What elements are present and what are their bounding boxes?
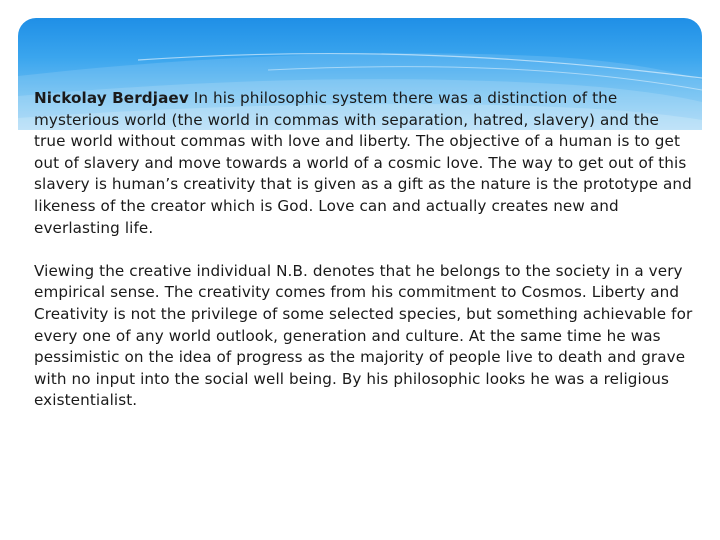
author-name: Nickolay Berdjaev xyxy=(34,89,189,107)
paragraph-spacer xyxy=(34,239,694,261)
paragraph-1-text: In his philosophic system there was a distinction of the mysterious world (the world in commas with separation, hatred, slavery) and the true world without commas with love and liberty. The objective of a human is to get out of slavery and move towards a world of a cosmic love. The way to get out of this slavery is human’s creativity that is given as a gift as the nature is the prototype and likeness of the creator which is God. Love can and actually creates new and everlasting life. xyxy=(34,89,692,237)
paragraph-1 xyxy=(34,88,694,239)
slide-body xyxy=(34,88,694,412)
paragraph-2: Viewing the creative individual N.B. denotes that he belongs to the society in a very empirical sense. The creativity comes from his commitment to Cosmos. Liberty and Creativity is not the privilege of some selected species, but something achievable for every one of any world outlook, generation and culture. At the same time he was pessimistic on the idea of progress as the majority of people live to death and grave with no input into the social well being. By his philosophic looks he was a religious existentialist. xyxy=(34,261,693,410)
